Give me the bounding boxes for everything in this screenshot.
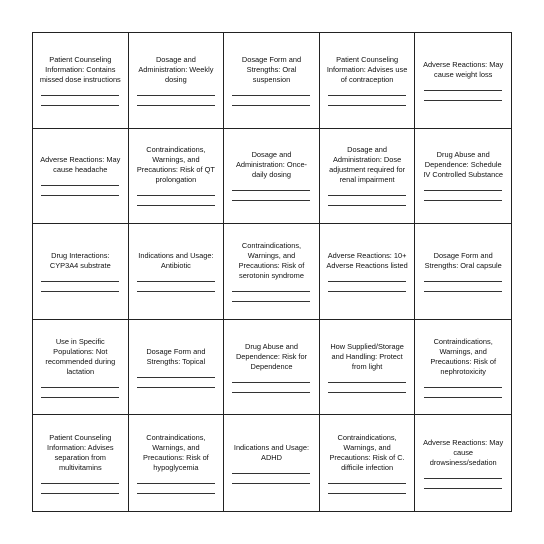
write-line	[424, 478, 502, 479]
bingo-cell[interactable]	[33, 129, 129, 225]
cell-label: How Supplied/Storage and Handling: Protect from light	[330, 341, 404, 371]
write-line	[328, 493, 406, 494]
bingo-cell[interactable]	[129, 224, 225, 320]
cell-label: Dosage and Administration: Dose adjustment required for renal impairment	[329, 145, 406, 185]
write-line	[137, 387, 215, 388]
cell-label: Contraindications, Warnings, and Precautions: Risk of hypoglycemia	[143, 432, 209, 472]
bingo-cell[interactable]	[415, 33, 511, 129]
write-line	[328, 105, 406, 106]
write-line	[232, 190, 310, 191]
write-line	[232, 105, 310, 106]
write-line	[137, 95, 215, 96]
cell-label: Dosage and Administration: Weekly dosing	[138, 54, 214, 84]
write-line	[137, 493, 215, 494]
write-line	[41, 387, 119, 388]
write-line	[424, 200, 502, 201]
bingo-cell[interactable]	[129, 320, 225, 416]
cell-label: Patient Counseling Information: Contains missed dose instructions	[39, 54, 121, 84]
cell-label: Drug Abuse and Dependence: Risk for Dependence	[235, 341, 308, 371]
write-line	[424, 281, 502, 282]
write-line	[232, 483, 310, 484]
write-line	[328, 382, 406, 383]
bingo-cell[interactable]	[415, 320, 511, 416]
write-line	[137, 281, 215, 282]
cell-label: Use in Specific Populations: Not recommended during lactation	[45, 336, 116, 376]
bingo-cell[interactable]	[129, 129, 225, 225]
cell-label: Adverse Reactions: May cause drowsiness/sedation	[423, 437, 504, 467]
write-line	[424, 100, 502, 101]
write-line	[41, 185, 119, 186]
write-line	[232, 291, 310, 292]
write-line	[137, 195, 215, 196]
bingo-cell[interactable]	[33, 415, 129, 511]
write-line	[232, 95, 310, 96]
cell-label: Adverse Reactions: May cause weight loss	[423, 59, 504, 79]
bingo-cell[interactable]	[415, 129, 511, 225]
write-line	[41, 397, 119, 398]
bingo-cell[interactable]	[320, 224, 416, 320]
bingo-cell[interactable]	[320, 320, 416, 416]
cell-label: Dosage Form and Strengths: Oral capsule	[424, 250, 502, 270]
cell-label: Adverse Reactions: 10+ Adverse Reactions listed	[326, 250, 408, 270]
bingo-cell[interactable]	[415, 224, 511, 320]
write-line	[424, 90, 502, 91]
write-line	[232, 200, 310, 201]
write-line	[137, 291, 215, 292]
write-line	[137, 483, 215, 484]
write-line	[41, 291, 119, 292]
write-line	[424, 387, 502, 388]
cell-label: Adverse Reactions: May cause headache	[40, 155, 121, 175]
bingo-cell[interactable]	[224, 33, 320, 129]
write-line	[328, 291, 406, 292]
bingo-cell[interactable]	[320, 33, 416, 129]
cell-label: Dosage Form and Strengths: Oral suspension	[241, 54, 302, 84]
bingo-cell[interactable]	[33, 33, 129, 129]
write-line	[424, 291, 502, 292]
write-line	[137, 205, 215, 206]
write-line	[232, 382, 310, 383]
write-line	[41, 483, 119, 484]
bingo-cell[interactable]	[224, 415, 320, 511]
write-line	[41, 95, 119, 96]
bingo-cell[interactable]	[224, 224, 320, 320]
cell-label: Patient Counseling Information: Advises use of contraception	[326, 54, 408, 84]
cell-label: Drug Abuse and Dependence: Schedule IV Controlled Substance	[423, 150, 504, 180]
bingo-cell[interactable]	[129, 415, 225, 511]
bingo-cell[interactable]	[129, 33, 225, 129]
write-line	[424, 190, 502, 191]
cell-label: Dosage and Administration: Once-daily dosing	[235, 150, 308, 180]
write-line	[328, 281, 406, 282]
bingo-cell[interactable]	[415, 415, 511, 511]
write-line	[137, 105, 215, 106]
write-line	[41, 281, 119, 282]
write-line	[328, 392, 406, 393]
bingo-cell[interactable]	[320, 129, 416, 225]
cell-label: Contraindications, Warnings, and Precautions: Risk of C. difficile infection	[329, 432, 405, 472]
write-line	[328, 483, 406, 484]
write-line	[41, 195, 119, 196]
bingo-cell[interactable]	[33, 224, 129, 320]
cell-label: Indications and Usage: ADHD	[233, 442, 310, 462]
bingo-cell[interactable]	[224, 320, 320, 416]
bingo-cell[interactable]	[320, 415, 416, 511]
write-line	[424, 488, 502, 489]
write-line	[41, 105, 119, 106]
cell-label: Dosage Form and Strengths: Topical	[146, 346, 206, 366]
write-line	[328, 95, 406, 96]
write-line	[232, 473, 310, 474]
write-line	[232, 301, 310, 302]
cell-label: Contraindications, Warnings, and Precautions: Risk of QT prolongation	[136, 145, 215, 185]
bingo-cell[interactable]	[33, 320, 129, 416]
cell-label: Contraindications, Warnings, and Precautions: Risk of serotonin syndrome	[238, 240, 305, 280]
bingo-board	[32, 32, 512, 512]
write-line	[328, 205, 406, 206]
write-line	[424, 397, 502, 398]
cell-label: Contraindications, Warnings, and Precautions: Risk of nephrotoxicity	[430, 336, 497, 376]
write-line	[328, 195, 406, 196]
cell-label: Patient Counseling Information: Advises separation from multivitamins	[47, 432, 114, 472]
cell-label: Indications and Usage: Antibiotic	[138, 250, 214, 270]
write-line	[232, 392, 310, 393]
write-line	[41, 493, 119, 494]
write-line	[137, 377, 215, 378]
cell-label: Drug Interactions: CYP3A4 substrate	[49, 250, 111, 270]
bingo-cell[interactable]	[224, 129, 320, 225]
